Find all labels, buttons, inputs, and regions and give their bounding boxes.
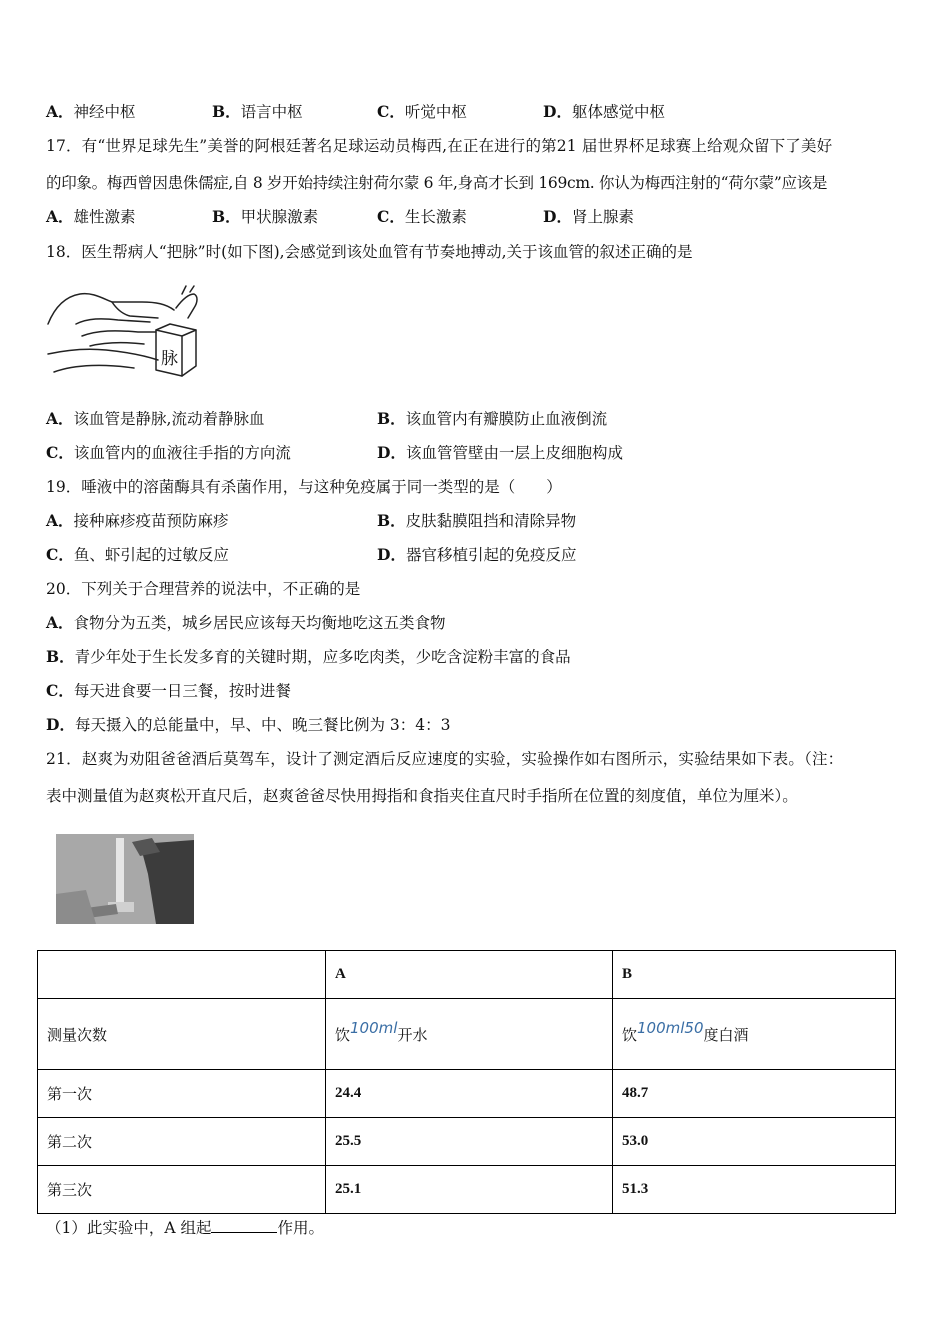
pulse-figure-label: 脉 [161,349,178,369]
q17-option-a: A．雄性激素 [46,207,136,226]
q18-stem: 18．医生帮病人“把脉”时(如下图),会感觉到该处血管有节奏地搏动,关于该血管的叙述正确的是 [46,243,693,261]
table-cond-a: 饮100ml开水 [326,999,613,1070]
row-label: 第三次 [38,1166,326,1214]
table-row [38,1070,896,1118]
table-header-a: A [326,951,613,999]
answer-blank[interactable] [211,1218,277,1233]
row-label: 第一次 [38,1070,326,1118]
q17-stem-line1: 17．有“世界足球先生”美誉的阿根廷著名足球运动员梅西,在正在进行的第21 届世界杯足球赛上给观众留下了美好 [46,137,833,155]
row-value-b: 51.3 [613,1166,896,1214]
q18-option-c: C．该血管内的血液往手指的方向流 [46,443,291,462]
row-value-a: 24.4 [326,1070,613,1118]
q21-stem-line1: 21．赵爽为劝阻爸爸酒后莫驾车，设计了测定酒后反应速度的实验，实验操作如右图所示，实验结果如下表。（注： [46,750,844,768]
q18-option-d: D．该血管管壁由一层上皮细胞构成 [377,443,623,462]
q20-option-d: D．每天摄入的总能量中，早、中、晚三餐比例为 3：4：3 [46,715,451,734]
table-cond-b: 饮100ml50度白酒 [613,999,896,1070]
q16-option-d: D．躯体感觉中枢 [543,102,665,121]
q17-option-c: C．生长激素 [377,207,467,226]
q18-option-a: A．该血管是静脉,流动着静脉血 [46,409,265,428]
row-value-a: 25.5 [326,1118,613,1166]
table-row [38,1118,896,1166]
q19-option-d: D．器官移植引起的免疫反应 [377,545,577,564]
table-row [38,1166,896,1214]
unit-a: 100ml [350,1018,398,1037]
q20-option-b: B．青少年处于生长发多育的关键时期，应多吃肉类，少吃含淀粉丰富的食品 [46,647,571,666]
q21-stem-line2: 表中测量值为赵爽松开直尺后，赵爽爸爸尽快用拇指和食指夹住直尺时手指所在位置的刻度值，单位为厘米）。 [46,787,798,805]
q17-stem-line2: 的印象。梅西曾因患侏儒症,自 8 岁开始持续注射荷尔蒙 6 年,身高才长到 169cm. 你认为梅西注射的“荷尔蒙”应该是 [46,174,828,192]
ruler-experiment-photo [56,834,194,924]
table-measure-label: 测量次数 [38,999,326,1070]
row-value-b: 48.7 [613,1070,896,1118]
q17-option-b: B．甲状腺激素 [212,207,319,226]
q17-option-d: D．肾上腺素 [543,207,634,226]
row-value-b: 53.0 [613,1118,896,1166]
q16-option-b: B．语言中枢 [212,102,303,121]
q21-sub1: （1）此实验中，A 组起 作用。 [46,1219,324,1237]
pulse-figure [46,284,202,388]
q20-option-a: A．食物分为五类，城乡居民应该每天均衡地吃这五类食物 [46,613,446,632]
table-header-row [38,951,896,999]
q20-stem: 20．下列关于合理营养的说法中，不正确的是 [46,580,361,598]
q16-option-a: A．神经中枢 [46,102,136,121]
q18-option-b: B．该血管内有瓣膜防止血液倒流 [377,409,608,428]
q19-option-c: C．鱼、虾引起的过敏反应 [46,545,229,564]
table-header-empty [38,951,326,999]
results-table [37,950,896,1214]
q19-option-b: B．皮肤黏膜阻挡和清除异物 [377,511,577,530]
q20-option-c: C．每天进食要一日三餐，按时进餐 [46,681,291,700]
row-label: 第二次 [38,1118,326,1166]
table-header-b: B [613,951,896,999]
unit-b: 100ml50 [637,1018,704,1037]
q19-stem: 19．唾液中的溶菌酶具有杀菌作用，与这种免疫属于同一类型的是（ ） [46,478,562,496]
q16-option-c: C．听觉中枢 [377,102,467,121]
row-value-a: 25.1 [326,1166,613,1214]
table-row-condition [38,999,896,1070]
q19-option-a: A．接种麻疹疫苗预防麻疹 [46,511,229,530]
